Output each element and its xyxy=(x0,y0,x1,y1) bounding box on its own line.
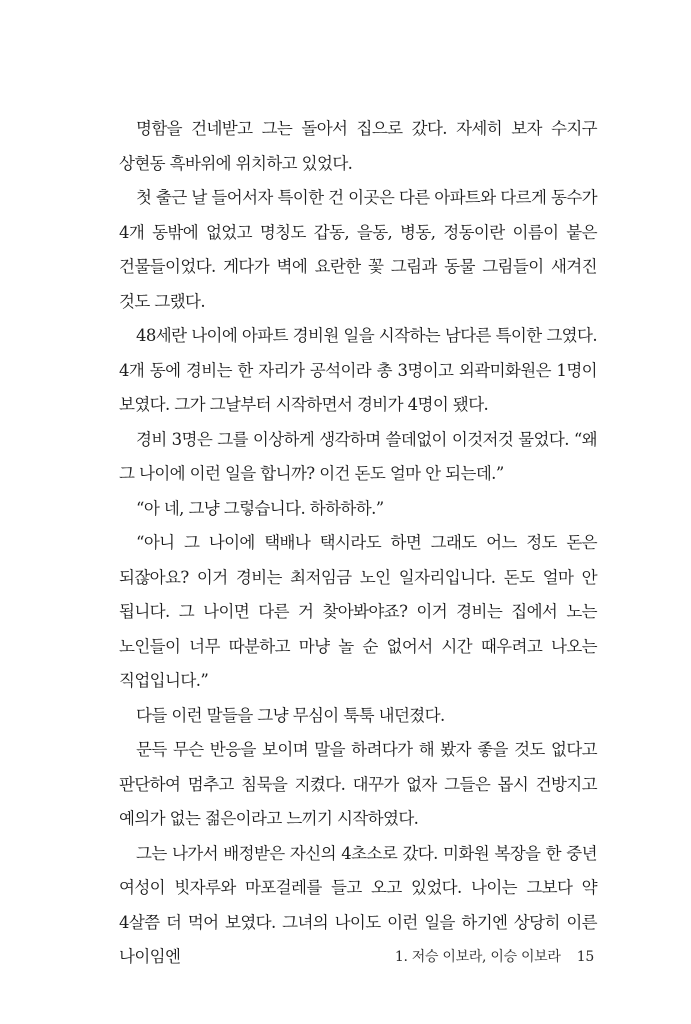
paragraph: 48세란 나이에 아파트 경비원 일을 시작하는 남다른 특이한 그였다. 4개 동에 경비는 한 자리가 공석이라 총 3명이고 외곽미화원은 1명이 보였다. 그가 그날부터 시작하면서 경비가 4명이 됐다. xyxy=(119,326,597,414)
paragraph: “아 네, 그냥 그렇습니다. 하하하하.” xyxy=(136,498,384,518)
chapter-title: 1. 저승 이보라, 이승 이보라 xyxy=(394,949,561,965)
page-number: 15 xyxy=(576,949,594,965)
paragraph: 첫 출근 날 들어서자 특이한 건 이곳은 다른 아파트와 다르게 동수가 4개 동밖에 없었고 명칭도 갑동, 을동, 병동, 정동이란 이름이 붙은 건물들이었다. 게다가 벽에 요란한 꽃 그림과 동물 그림들이 새겨진 것도 그랬다. xyxy=(119,188,597,311)
body-text xyxy=(119,112,597,975)
paragraph: 그는 나가서 배정받은 자신의 4초소로 갔다. 미화원 복장을 한 중년 여성이 빗자루와 마포걸레를 들고 오고 있었다. 나이는 그보다 약 4살쯤 더 먹어 보였다. 그녀의 나이도 이런 일을 하기엔 상당히 이른 나이임엔 xyxy=(119,843,597,966)
running-footer xyxy=(395,946,594,966)
paragraph: 명함을 건네받고 그는 돌아서 집으로 갔다. 자세히 보자 수지구 상현동 흑바위에 위치하고 있었다. xyxy=(119,119,597,173)
paragraph: “아니 그 나이에 택배나 택시라도 하면 그래도 어느 정도 돈은 되잖아요? 이거 경비는 최저임금 노인 일자리입니다. 돈도 얼마 안 됩니다. 그 나이면 다른 거 찾아봐야죠? 이거 경비는 집에서 노는 노인들이 너무 따분하고 마냥 놀 순 없어서 시간 때우려고 나오는 직업입니다.” xyxy=(119,533,597,690)
paragraph: 다들 이런 말들을 그냥 무심이 툭툭 내던졌다. xyxy=(136,705,445,725)
paragraph: 경비 3명은 그를 이상하게 생각하며 쓸데없이 이것저것 물었다. “왜 그 나이에 이런 일을 합니까? 이건 돈도 얼마 안 되는데.” xyxy=(119,429,597,483)
paragraph: 문득 무슨 반응을 보이며 말을 하려다가 해 봤자 좋을 것도 없다고 판단하여 멈추고 침묵을 지켰다. 대꾸가 없자 그들은 몹시 건방지고 예의가 없는 젊은이라고 느끼기 시작하였다. xyxy=(119,740,597,828)
